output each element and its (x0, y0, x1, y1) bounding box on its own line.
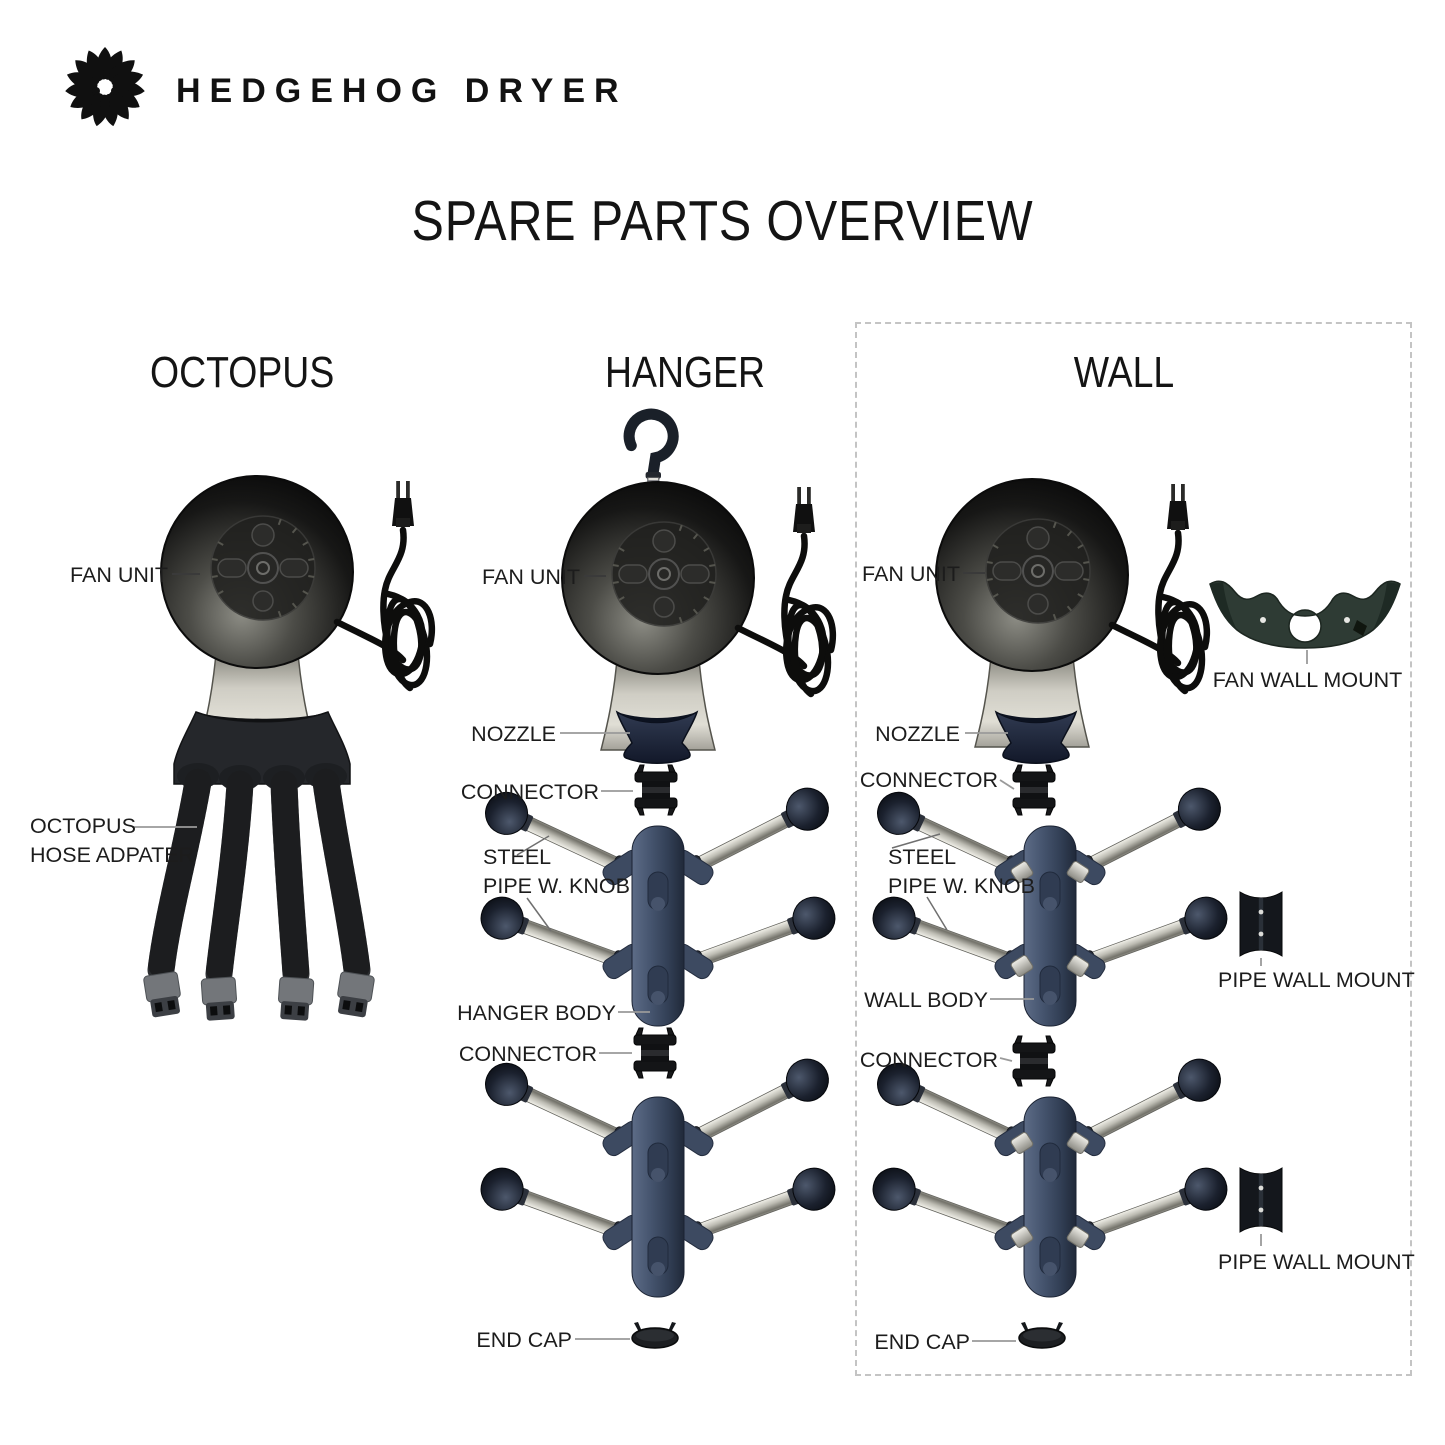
hanger-connector-top-image (635, 765, 677, 815)
label-wall-end-cap: END CAP (874, 1330, 970, 1354)
column-heading-wall: WALL (1073, 348, 1175, 397)
column-heading-octopus: OCTOPUS (150, 348, 335, 397)
label-wall-connector-bottom: CONNECTOR (859, 1048, 998, 1072)
label-hanger-fan-unit: FAN UNIT (482, 565, 580, 589)
label-wall-nozzle: NOZZLE (875, 722, 960, 746)
hanger-fan-unit-image (562, 482, 833, 750)
hose-end-cuffs (143, 971, 375, 1021)
label-wall-steel-pipe (888, 843, 1035, 901)
wall-connector-top-image (1013, 765, 1055, 815)
label-wall-steel-pipe-line2: PIPE W. KNOB (888, 874, 1035, 898)
wall-body-bottom-image (867, 1052, 1233, 1297)
label-hanger-end-cap: END CAP (476, 1328, 572, 1352)
label-octopus-hose-adapter-line1: OCTOPUS (30, 814, 136, 838)
hanger-body-bottom-image (475, 1052, 841, 1297)
hanger-end-cap-image (632, 1322, 678, 1348)
label-hanger-body: HANGER BODY (457, 1001, 616, 1025)
label-wall-fan-unit: FAN UNIT (862, 562, 960, 586)
label-wall-pipe-wall-mount-top: PIPE WALL MOUNT (1218, 968, 1415, 992)
label-hanger-nozzle: NOZZLE (471, 722, 556, 746)
wall-connector-bottom-image (1013, 1036, 1055, 1086)
label-hanger-steel-pipe-line1: STEEL (483, 845, 552, 869)
label-wall-pipe-wall-mount-bottom: PIPE WALL MOUNT (1218, 1250, 1415, 1274)
hanger-body-top-image (475, 781, 841, 1026)
hedgehog-logo-icon (64, 47, 145, 128)
label-hanger-connector-top: CONNECTOR (460, 780, 599, 804)
hanger-connector-bottom-image (634, 1028, 676, 1078)
wall-nozzle-image (996, 712, 1076, 763)
label-hanger-steel-pipe-line2: PIPE W. KNOB (483, 874, 630, 898)
label-wall-steel-pipe-line1: STEEL (888, 845, 957, 869)
octopus-fan-unit-image (161, 476, 432, 744)
label-hanger-steel-pipe (483, 843, 630, 901)
label-wall-body: WALL BODY (864, 988, 988, 1012)
column-heading-hanger: HANGER (604, 348, 766, 397)
wall-fan-wall-mount-image (1210, 581, 1400, 648)
label-octopus-hose-adapter (30, 812, 194, 870)
hanger-nozzle-image (617, 712, 697, 763)
wall-pipe-wall-mount-top-image (1240, 892, 1282, 956)
label-wall-fan-wall-mount: FAN WALL MOUNT (1212, 668, 1403, 692)
label-hanger-connector-bottom: CONNECTOR (458, 1042, 597, 1066)
label-wall-connector-top: CONNECTOR (859, 768, 998, 792)
page-title: SPARE PARTS OVERVIEW (411, 189, 1034, 253)
wall-fan-unit-image (936, 479, 1207, 747)
brand-name: HEDGEHOG DRYER (176, 72, 628, 110)
label-octopus-fan-unit: FAN UNIT (70, 563, 168, 587)
wall-pipe-wall-mount-bottom-image (1240, 1168, 1282, 1232)
label-octopus-hose-adapter-line2: HOSE ADPATER (30, 843, 195, 867)
wall-end-cap-image (1019, 1322, 1065, 1348)
